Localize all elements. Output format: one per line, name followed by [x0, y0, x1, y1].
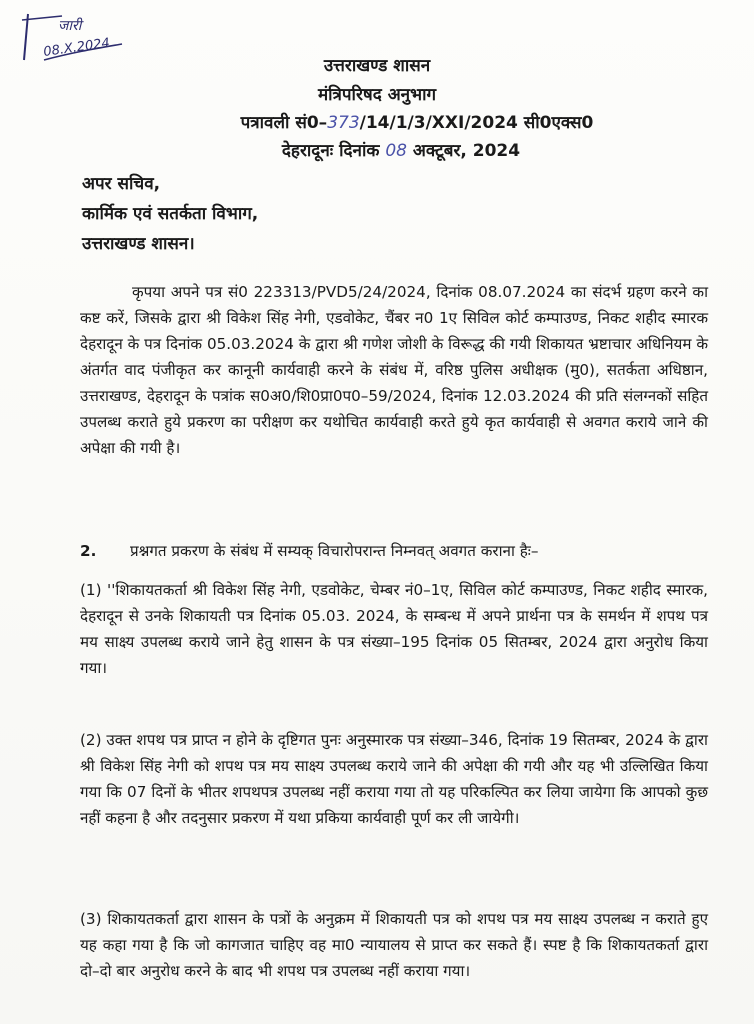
sub-point-2: (2) उक्त शपथ पत्र प्राप्त न होने के दृष्टिगत पुनः अनुस्मारक पत्र संख्या–346, दिनांक 19 सितम्बर, 2024 के द्वारा श्री विकेश सिंह नेगी को शपथ पत्र मय साक्ष्य उपलब्ध कराये जाने की अपेक्षा की गयी और यह भी उल्लिखित किया गया कि 07 दिनों के भीतर शपथपत्र उपलब्ध नहीं कराया गया तो यह परिकल्पित कर लिया जायेगा कि आपको कुछ नहीं कहना है और तदनुसार प्रकरण में यथा प्रकिया कार्यवाही पूर्ण कर ली जायेगी। — [80, 731, 708, 827]
stamp-text-layer — [14, 8, 126, 70]
sub-point-3: (3) शिकायतकर्ता द्वारा शासन के पत्रों के अनुक्रम में शिकायती पत्र को शपथ पत्र मय साक्ष्य उपलब्ध न कराते हुए यह कहा गया है कि जो कागजात चाहिए वह मा0 न्यायालय से प्राप्त कर सकते हैं। स्पष्ट है कि शिकायतकर्ता द्वारा दो–दो बार अनुरोध करने के बाद भी शपथ पत्र उपलब्ध नहीं कराया गया। — [80, 910, 708, 980]
header-government: उत्तराखण्ड शासन — [323, 56, 431, 76]
addressee-title: अपर सचिव, — [82, 174, 161, 194]
file-number-prefix: पत्रावली सं0– — [240, 113, 328, 133]
stamp-line-1: जारी — [58, 18, 82, 34]
header-date — [24, 138, 754, 161]
sub-point-1: (1) ''शिकायतकर्ता श्री विकेश सिंह नेगी, एडवोकेट, चेम्बर नं0–1ए, सिविल कोर्ट कम्पाउण्ड, निकट शहीद स्मारक, देहरादून से उनके शिकायती पत्र दिनांक 05.03. 2024, के सम्बन्ध में अपने प्रार्थना पत्र के समर्थन में शपथ पत्र मय साक्ष्य उपलब्ध कराये जाने हेतु शासन के पत्र संख्या–195 दिनांक 05 सितम्बर, 2024 द्वारा अनुरोध किया गया। — [80, 581, 708, 677]
paragraph-1: कृपया अपने पत्र सं0 223313/PVD5/24/2024, दिनांक 08.07.2024 का संदर्भ ग्रहण करने का कष्ट करें, जिसके द्वारा श्री विकेश सिंह नेगी, एडवोकेट, चैंबर न0 1ए सिविल कोर्ट कम्पाउण्ड, निकट शहीद स्मारक देहरादून के पत्र दिनांक 05.03.2024 के द्वारा श्री गणेश जोशी के विरूद्ध की गयी शिकायत भ्रष्टाचार अधिनियम के अंतर्गत वाद पंजीकृत कर कानूनी कार्यवाही करने के संबंध में, वरिष्ठ पुलिस अधीक्षक (मु0), सतर्कता अधिष्ठान, उत्तराखण्ड, देहरादून के पत्रांक स0अ0/शि0प्रा0प0–59/2024, दिनांक 12.03.2024 की प्रति संलग्नकों सहित उपलब्ध कराते हुये प्रकरण का परीक्षण कर यथोचित कार्यवाही करते हुये कृत कार्यवाही से अवगत कराये जाने की अपेक्षा की गयी है। — [80, 283, 708, 457]
addressee-department: कार्मिक एवं सतर्कता विभाग, — [82, 204, 259, 224]
file-number-suffix: /14/1/3/XXI/2024 सी0एक्स0 — [359, 113, 594, 133]
file-number-handwritten: 373 — [327, 113, 360, 133]
paragraph-2-number: 2. — [80, 542, 97, 560]
addressee-government: उत्तराखण्ड शासन। — [82, 234, 195, 254]
paragraph-2-text: प्रश्नगत प्रकरण के संबंध में सम्यक् विचारोपरान्त निम्नवत् अवगत कराना हैः– — [130, 542, 539, 560]
date-handwritten-day: 08 — [385, 141, 407, 161]
header-department: मंत्रिपरिषद अनुभाग — [317, 85, 437, 105]
stamp-line-2: 08.X.2024 — [42, 35, 111, 60]
date-suffix: अक्टूबर, 2024 — [407, 141, 521, 161]
paragraph-2 — [80, 538, 708, 564]
header-file-number — [40, 110, 754, 133]
date-prefix: देहरादूनः दिनांक — [281, 141, 386, 161]
